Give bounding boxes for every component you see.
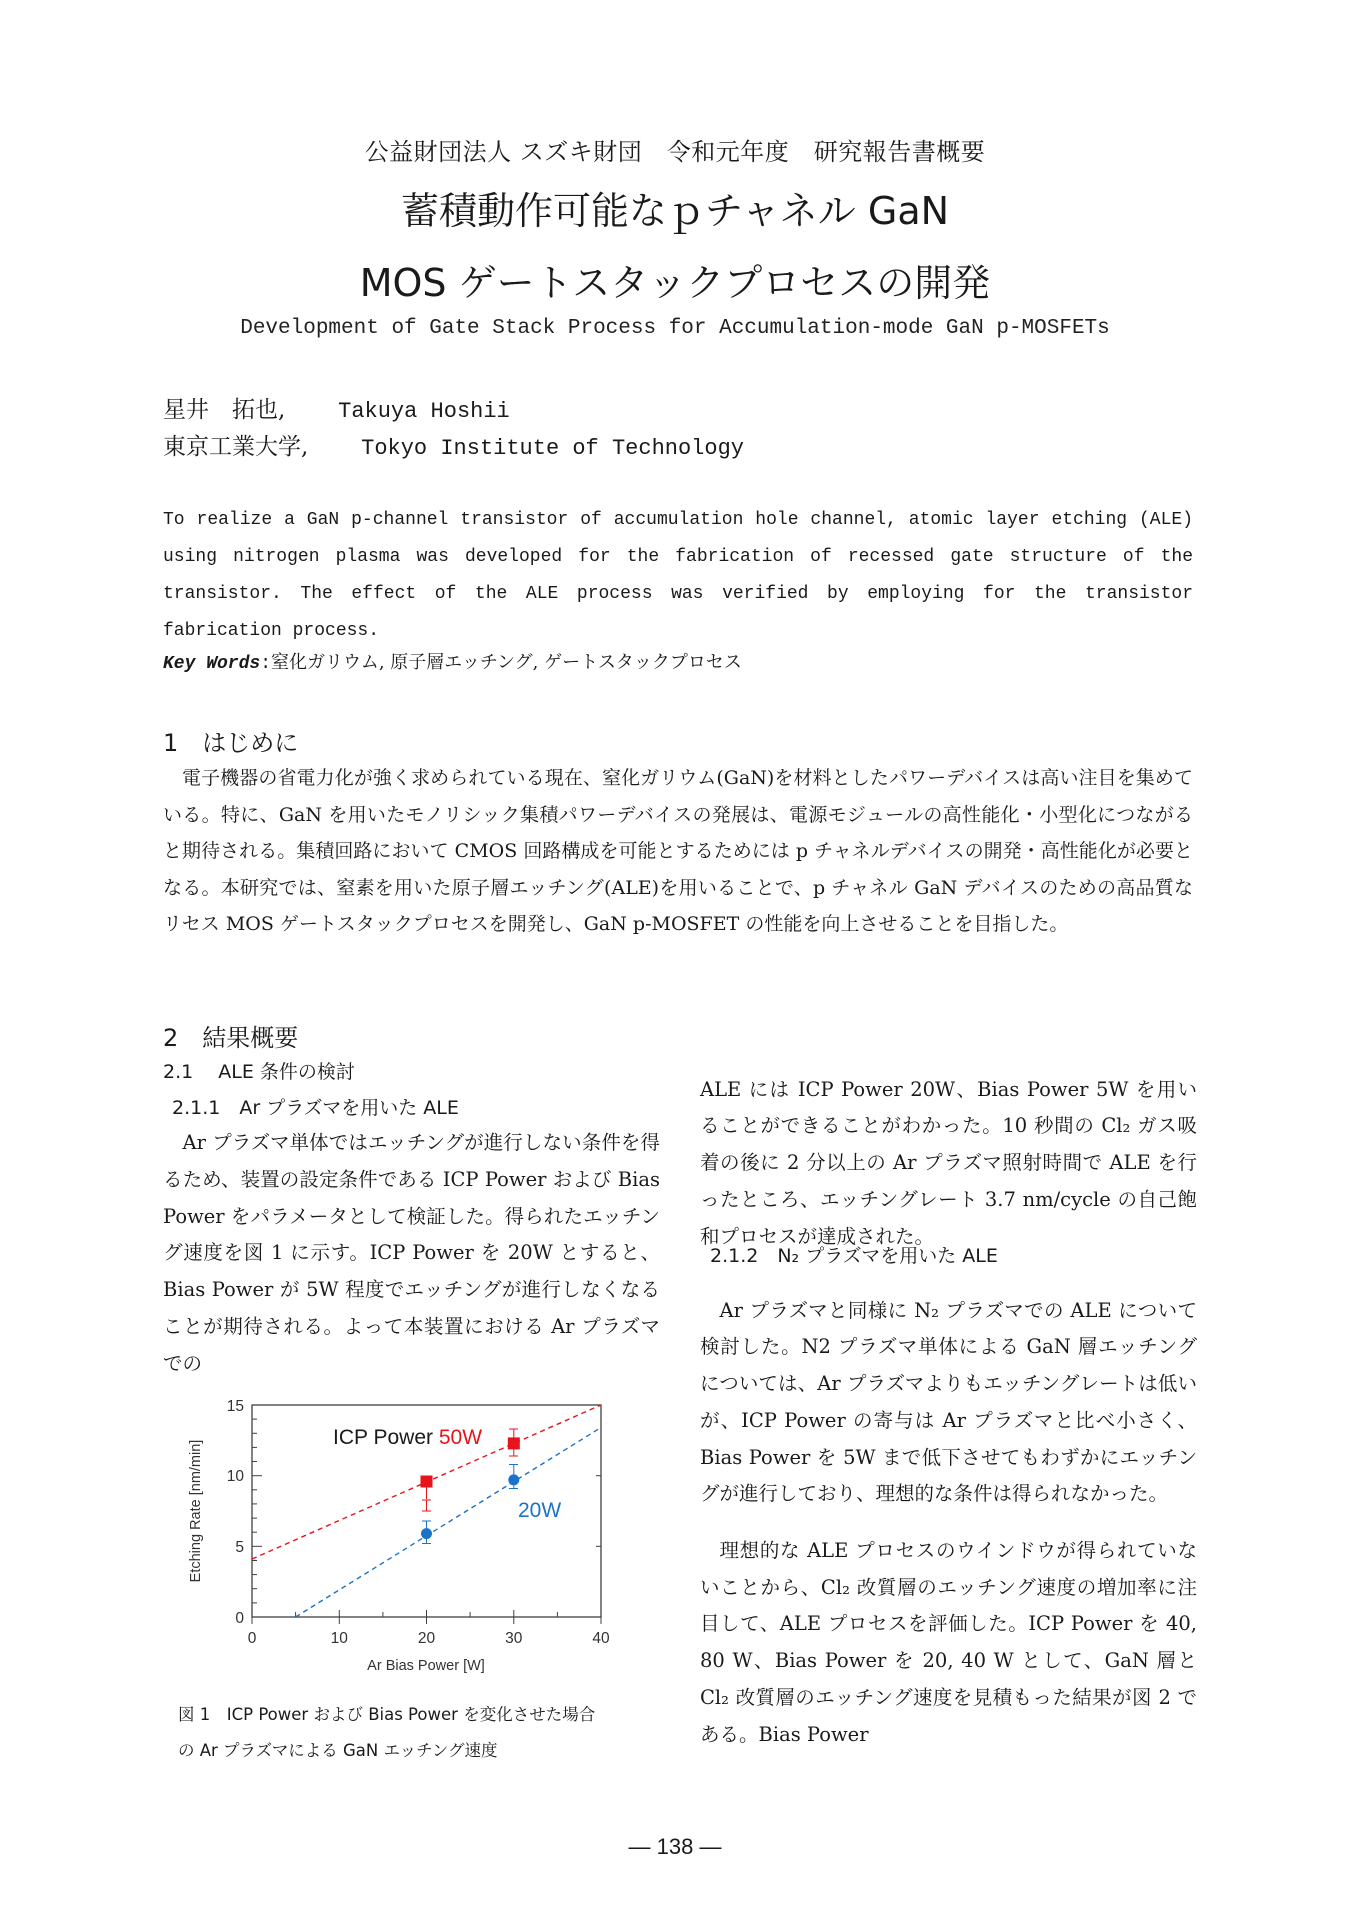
page-number: — 138 — <box>628 1834 722 1859</box>
title-jp-line-1: 蓄積動作可能なｐチャネル GaN <box>400 189 950 233</box>
abstract-text: To realize a GaN p-channel transistor of accumulation hole channel, atomic layer etching (ALE) using nitrogen plasma was developed for the fabrication of recessed gate structure of the transistor. The effect of the ALE process was verified by employing for the transistor fabrication process. <box>163 510 1193 641</box>
figure-caption-line-1: 図 1 ICP Power および Bias Power を変化させた場合 <box>178 1705 596 1724</box>
subsection-heading-2-1-1: 2.1.1 Ar プラズマを用いた ALE <box>172 1097 459 1119</box>
y-axis-label: Etching Rate [nm/min] <box>188 1439 204 1583</box>
annotation-50w: 50W <box>438 1426 483 1449</box>
section-heading-results: 2 結果概要 <box>163 1024 299 1052</box>
report-header: 公益財団法人 スズキ財団 令和元年度 研究報告書概要 <box>364 138 986 166</box>
svg-text:30: 30 <box>505 1630 523 1647</box>
marker-50w-30 <box>508 1437 520 1449</box>
subsection-heading-2-1-2: 2.1.2 N₂ プラズマを用いた ALE <box>710 1245 998 1267</box>
section-heading-intro: 1 はじめに <box>163 729 299 757</box>
left-column-text <box>163 1125 660 1383</box>
etching-rate-plot <box>170 1393 630 1693</box>
figure-caption-line-2: の Ar プラズマによる GaN エッチング速度 <box>178 1741 498 1760</box>
svg-text:5: 5 <box>235 1539 244 1556</box>
right-column-text-bottom <box>700 1273 1197 1773</box>
svg-text:0: 0 <box>247 1630 257 1647</box>
svg-text:0: 0 <box>235 1610 244 1627</box>
marker-20w-30 <box>508 1474 519 1485</box>
subsection-heading-2-1: 2.1 ALE 条件の検討 <box>163 1061 355 1083</box>
ar-plasma-paragraph: Ar プラズマ単体ではエッチングが進行しない条件を得るため、装置の設定条件である ICP Power および Bias Power をパラメータとして検証した。得られたエッチング速度を図 1 に示す。ICP Power を 20W とすると、Bias Power が 5W 程度でエッチングが進行しなくなることが期待される。よって本装置における Ar プラズマでの <box>163 1131 660 1375</box>
annotation-20w: 20W <box>518 1499 562 1522</box>
n2-plasma-paragraph-2: 理想的な ALE プロセスのウインドウが得られていないことから、Cl₂ 改質層のエッチング速度の増加率に注目して、ALE プロセスを評価した。ICP Power を 40, 80 W、Bias Power を 20, 40 W として、GaN 層と Cl₂ 改質層のエッチング速度を見積もった結果が図 2 である。Bias Power <box>700 1538 1197 1746</box>
svg-text:10: 10 <box>226 1468 244 1485</box>
keywords-values: 窒化ガリウム, 原子層エッチング, ゲートスタックプロセス <box>271 652 742 673</box>
fit-line-20w <box>296 1428 601 1618</box>
author-name-en: Takuya Hoshii <box>338 399 510 424</box>
intro-paragraph: 電子機器の省電力化が強く求められている現在、窒化ガリウム(GaN)を材料としたパワーデバイスは高い注目を集めている。特に、GaN を用いたモノリシック集積パワーデバイスの発展は、電源モジュールの高性能化・小型化につながると期待される。集積回路において CMOS 回路構成を可能とするためには p チャネルデバイスの開発・高性能化が必要となる。本研究では、窒素を用いた原子層エッチング(ALE)を用いることで、p チャネル GaN デバイスのための高品質なリセス MOS ゲートスタックプロセスを開発し、GaN p-MOSFET の性能を向上させることを目指した。 <box>163 767 1193 935</box>
error-bars-20w <box>422 1465 518 1544</box>
abstract <box>163 502 1193 650</box>
marker-50w-20 <box>421 1476 433 1488</box>
keywords-separator: : <box>260 654 272 674</box>
svg-text:15: 15 <box>226 1398 244 1415</box>
ar-plasma-paragraph-cont: ALE には ICP Power 20W、Bias Power 5W を用いることができることがわかった。10 秒間の Cl₂ ガス吸着の後に 2 分以上の Ar プラズマ照射時間で ALE を行ったところ、エッチングレート 3.7 nm/cycle の自己飽和プロセスが達成された。 <box>700 1077 1197 1248</box>
title-jp-line-2: MOS ゲートスタックプロセスの開発 <box>359 261 991 305</box>
x-axis-label: Ar Bias Power [W] <box>367 1658 485 1674</box>
y-tick-labels <box>227 1398 245 1627</box>
author-line <box>163 391 510 424</box>
affiliation-en: Tokyo Institute of Technology <box>361 436 744 461</box>
author-name-jp: 星井 拓也, <box>163 397 286 423</box>
title-en: Development of Gate Stack Process for Accumulation-mode GaN p-MOSFETs <box>240 317 1110 340</box>
figure-1-chart <box>170 1393 630 1693</box>
x-tick-labels <box>248 1630 610 1647</box>
marker-20w-20 <box>421 1528 432 1539</box>
svg-text:10: 10 <box>330 1630 348 1647</box>
keywords-label: Key Words <box>163 654 261 674</box>
figure-1-caption <box>178 1697 658 1769</box>
svg-text:40: 40 <box>592 1630 610 1647</box>
affiliation-line <box>163 428 744 461</box>
section-intro-body <box>163 760 1193 943</box>
affiliation-jp: 東京工業大学, <box>163 434 309 460</box>
svg-text:20: 20 <box>417 1630 436 1647</box>
annotation-icp-power: ICP Power 50W <box>333 1426 483 1449</box>
keywords <box>163 648 742 674</box>
n2-plasma-paragraph-1: Ar プラズマと同様に N₂ プラズマでの ALE について検討した。N2 プラズマ単体による GaN 層エッチングについては、Ar プラズマよりもエッチングレートは低いが、ICP Power の寄与は Ar プラズマと比べ小さく、Bias Power を 5W まで低下させてもわずかにエッチングが進行しており、理想的な条件は得られなかった。 <box>700 1298 1197 1506</box>
